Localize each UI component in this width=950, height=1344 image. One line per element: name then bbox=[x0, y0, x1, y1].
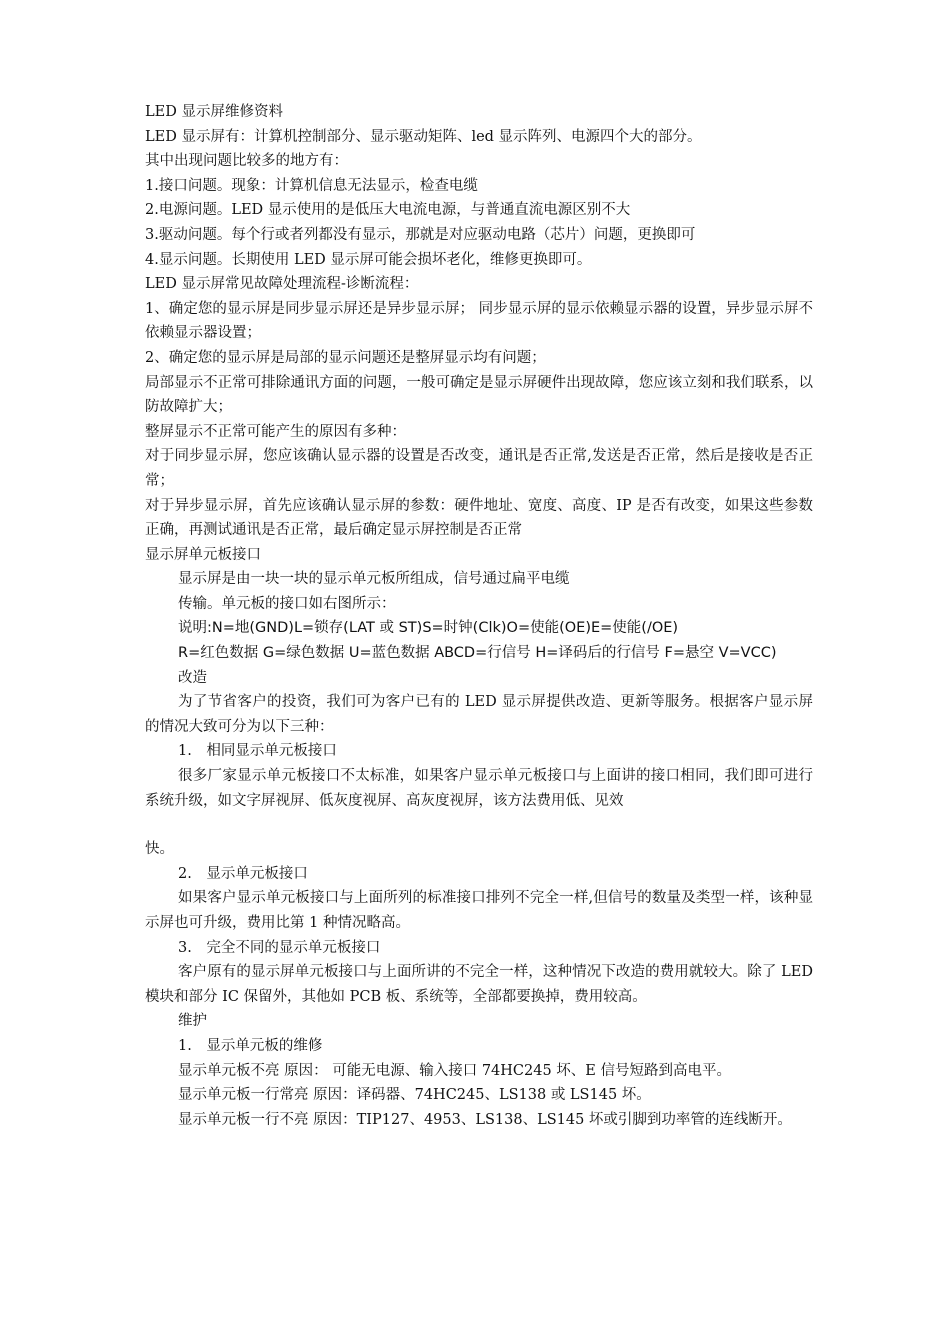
retrofit-item-2-body: 如果客户显示单元板接口与上面所列的标准接口排列不完全一样,但信号的数量及类型一样，该种显示屏也可升级，费用比第 1 种情况略高。 bbox=[145, 890, 813, 931]
maintenance-line-2: 显示单元板一行常亮 原因：译码器、74HC245、LS138 或 LS145 坏。 bbox=[178, 1087, 651, 1104]
intro-item-4: 4.显示问题。长期使用 LED 显示屏可能会损坏老化，维修更换即可。 bbox=[145, 251, 592, 268]
maintenance-line-3: 显示单元板一行不亮 原因：TIP127、4953、LS138、LS145 坏或引脚到功率管的连线断开。 bbox=[178, 1111, 792, 1128]
retrofit-item-3-body: 客户原有的显示屏单元板接口与上面所讲的不完全一样，这种情况下改造的费用就较大。除了 LED 模块和部分 IC 保留外，其他如 PCB 板、系统等，全部都要换掉，费用较高。 bbox=[145, 964, 813, 1005]
retrofit-item-1-body: 很多厂家显示单元板接口不太标准，如果客户显示单元板接口与上面讲的接口相同，我们即可进行系统升级，如文字屏视屏、低灰度视屏、高灰度视屏，该方法费用低、见效 bbox=[145, 768, 813, 809]
unit-board-legend-2: R=红色数据 G=绿色数据 U=蓝色数据 ABCD=行信号 H=译码后的行信号 F=悬空 V=VCC) bbox=[178, 645, 777, 662]
diagnosis-heading: LED 显示屏常见故障处理流程-诊断流程： bbox=[145, 276, 419, 293]
diagnosis-paragraph-3: 局部显示不正常可排除通讯方面的问题，一般可确定是显示屏硬件出现故障，您应该立刻和我们联系，以防故障扩大； bbox=[145, 374, 813, 416]
intro-item-2: 2.电源问题。LED 显示使用的是低压大电流电源，与普通直流电源区别不大 bbox=[145, 202, 631, 219]
retrofit-item-1-tail: 快。 bbox=[145, 841, 174, 858]
diagnosis-paragraph-6: 对于异步显示屏，首先应该确认显示屏的参数：硬件地址、宽度、高度、IP 是否有改变，如果这些参数正确，再测试通讯是否正常，最后确定显示屏控制是否正常 bbox=[145, 497, 813, 539]
retrofit-intro: 为了节省客户的投资，我们可为客户已有的 LED 显示屏提供改造、更新等服务。根据客户显示屏的情况大致可分为以下三种： bbox=[145, 694, 813, 735]
document-title: LED 显示屏维修资料 bbox=[145, 104, 283, 120]
diagnosis-paragraph-1: 1、确定您的显示屏是同步显示屏还是异步显示屏； 同步显示屏的显示依赖显示器的设置，异步显示屏不依赖显示器设置； bbox=[145, 300, 813, 342]
unit-board-line-2: 传输。单元板的接口如右图所示： bbox=[178, 595, 396, 612]
maintenance-heading: 维护 bbox=[178, 1013, 207, 1030]
retrofit-item-2-title: 2. 显示单元板接口 bbox=[178, 865, 308, 882]
document-page bbox=[145, 100, 813, 1132]
unit-board-heading: 显示屏单元板接口 bbox=[145, 546, 261, 563]
intro-item-1: 1.接口问题。现象：计算机信息无法显示，检查电缆 bbox=[145, 177, 478, 194]
intro-item-3: 3.驱动问题。每个行或者列都没有显示，那就是对应驱动电路（芯片）问题，更换即可 bbox=[145, 226, 696, 243]
diagnosis-paragraph-4: 整屏显示不正常可能产生的原因有多种： bbox=[145, 423, 406, 440]
maintenance-item-1-title: 1. 显示单元板的维修 bbox=[178, 1037, 323, 1054]
intro-line-1: LED 显示屏有：计算机控制部分、显示驱动矩阵、led 显示阵列、电源四个大的部分。 bbox=[145, 128, 702, 145]
diagnosis-paragraph-2: 2、确定您的显示屏是局部的显示问题还是整屏显示均有问题； bbox=[145, 349, 546, 366]
unit-board-legend-1: 说明:N=地(GND)L=锁存(LAT 或 ST)S=时钟(Clk)O=使能(OE)E=使能(/OE) bbox=[178, 620, 679, 637]
unit-board-line-1: 显示屏是由一块一块的显示单元板所组成，信号通过扁平电缆 bbox=[178, 571, 570, 588]
retrofit-item-1-title: 1. 相同显示单元板接口 bbox=[178, 743, 337, 760]
retrofit-heading: 改造 bbox=[178, 669, 207, 686]
retrofit-item-3-title: 3. 完全不同的显示单元板接口 bbox=[178, 939, 381, 956]
intro-line-2: 其中出现问题比较多的地方有： bbox=[145, 153, 348, 170]
page-gap bbox=[145, 813, 813, 837]
maintenance-line-1: 显示单元板不亮 原因： 可能无电源、输入接口 74HC245 坏、E 信号短路到高电平。 bbox=[178, 1062, 731, 1079]
diagnosis-paragraph-5: 对于同步显示屏，您应该确认显示器的设置是否改变，通讯是否正常,发送是否正常，然后是接收是否正常； bbox=[145, 448, 813, 489]
